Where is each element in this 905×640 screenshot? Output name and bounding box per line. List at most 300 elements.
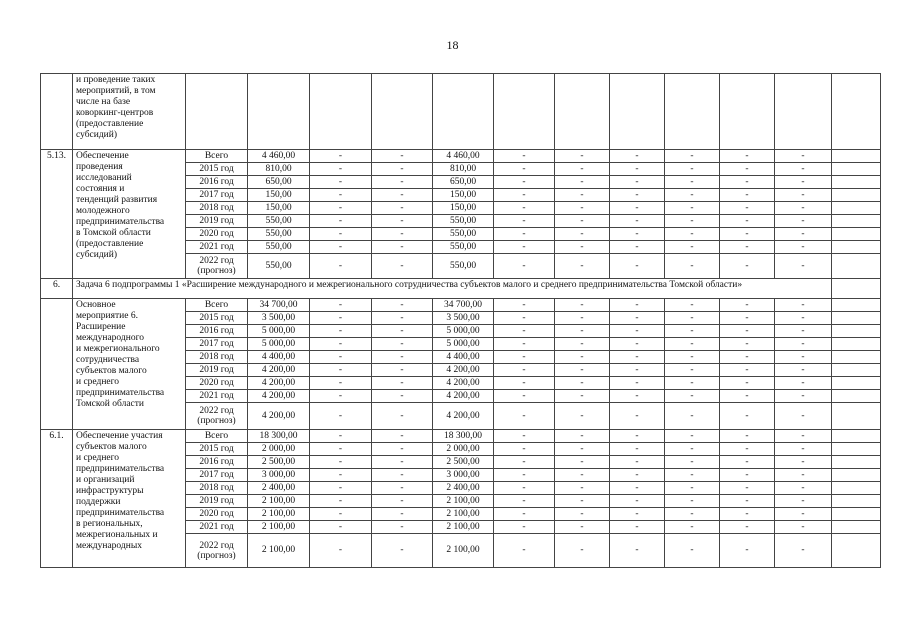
- dash-cell: -: [610, 254, 665, 279]
- regional-budget-cell: 5 000,00: [433, 325, 494, 338]
- dash-cell: -: [310, 338, 372, 351]
- dash-cell: -: [494, 299, 555, 312]
- regional-budget-cell: 3 500,00: [433, 312, 494, 325]
- dash-cell: -: [720, 241, 775, 254]
- empty-cell: [832, 351, 881, 364]
- period-cell: 2017 год: [186, 338, 248, 351]
- empty-cell: [372, 74, 433, 150]
- name-line: проведения: [76, 162, 123, 172]
- table-row: [41, 74, 881, 150]
- dash-cell: -: [775, 189, 832, 202]
- total-cell: 3 000,00: [248, 469, 310, 482]
- empty-cell: [832, 403, 881, 430]
- dash-cell: -: [775, 325, 832, 338]
- dash-cell: -: [310, 430, 372, 443]
- dash-cell: -: [665, 176, 720, 189]
- dash-cell: -: [775, 482, 832, 495]
- dash-cell: -: [610, 482, 665, 495]
- period-cell: 2019 год: [186, 364, 248, 377]
- empty-cell: [832, 325, 881, 338]
- row-number: 6.1.: [41, 430, 73, 568]
- name-line: мероприятий, в том: [76, 86, 156, 96]
- period-cell: 2017 год: [186, 469, 248, 482]
- name-line: и межрегионального: [76, 344, 160, 354]
- name-line: в региональных,: [76, 519, 143, 529]
- name-line: исследований: [76, 173, 132, 183]
- name-line: сотрудничества: [76, 355, 140, 365]
- dash-cell: -: [720, 299, 775, 312]
- regional-budget-cell: 810,00: [433, 163, 494, 176]
- dash-cell: -: [665, 228, 720, 241]
- dash-cell: -: [775, 469, 832, 482]
- period-cell: [186, 403, 248, 430]
- period-cell: [186, 534, 248, 568]
- dash-cell: -: [555, 482, 610, 495]
- dash-cell: -: [555, 456, 610, 469]
- empty-cell: [832, 508, 881, 521]
- dash-cell: -: [494, 495, 555, 508]
- dash-cell: -: [494, 176, 555, 189]
- dash-cell: -: [372, 241, 433, 254]
- dash-cell: -: [555, 241, 610, 254]
- empty-cell: [832, 241, 881, 254]
- total-cell: 550,00: [248, 215, 310, 228]
- dash-cell: -: [610, 508, 665, 521]
- empty-cell: [832, 163, 881, 176]
- dash-cell: -: [610, 299, 665, 312]
- dash-cell: -: [310, 299, 372, 312]
- dash-cell: -: [372, 299, 433, 312]
- name-line: предпринимательства: [76, 508, 165, 518]
- name-line: тенденций развития: [76, 195, 158, 205]
- dash-cell: -: [775, 430, 832, 443]
- dash-cell: -: [372, 469, 433, 482]
- total-cell: 18 300,00: [248, 430, 310, 443]
- period-cell: 2018 год: [186, 202, 248, 215]
- regional-budget-cell: 4 400,00: [433, 351, 494, 364]
- regional-budget-cell: 5 000,00: [433, 338, 494, 351]
- dash-cell: -: [665, 508, 720, 521]
- dash-cell: -: [720, 150, 775, 163]
- total-cell: 4 200,00: [248, 377, 310, 390]
- dash-cell: -: [494, 508, 555, 521]
- total-cell: 4 200,00: [248, 364, 310, 377]
- dash-cell: -: [310, 189, 372, 202]
- dash-cell: -: [494, 521, 555, 534]
- dash-cell: -: [720, 189, 775, 202]
- dash-cell: -: [775, 534, 832, 568]
- empty-cell: [665, 74, 720, 150]
- dash-cell: -: [494, 377, 555, 390]
- dash-cell: -: [610, 390, 665, 403]
- dash-cell: -: [310, 495, 372, 508]
- dash-cell: -: [665, 364, 720, 377]
- dash-cell: -: [310, 312, 372, 325]
- dash-cell: -: [372, 390, 433, 403]
- dash-cell: -: [720, 482, 775, 495]
- dash-cell: -: [372, 176, 433, 189]
- dash-cell: -: [720, 312, 775, 325]
- dash-cell: -: [494, 241, 555, 254]
- dash-cell: -: [665, 189, 720, 202]
- dash-cell: -: [372, 215, 433, 228]
- dash-cell: -: [720, 469, 775, 482]
- dash-cell: -: [494, 456, 555, 469]
- regional-budget-cell: 2 100,00: [433, 508, 494, 521]
- dash-cell: -: [665, 456, 720, 469]
- name-line: Расширение: [76, 322, 126, 332]
- dash-cell: -: [775, 521, 832, 534]
- dash-cell: -: [310, 163, 372, 176]
- dash-cell: -: [494, 215, 555, 228]
- regional-budget-cell: 550,00: [433, 215, 494, 228]
- total-cell: 150,00: [248, 202, 310, 215]
- regional-budget-cell: 2 100,00: [433, 534, 494, 568]
- period-cell: [186, 254, 248, 279]
- dash-cell: -: [310, 176, 372, 189]
- period-cell: 2016 год: [186, 325, 248, 338]
- empty-cell: [832, 74, 881, 150]
- dash-cell: -: [555, 377, 610, 390]
- dash-cell: -: [555, 364, 610, 377]
- period-cell: 2016 год: [186, 456, 248, 469]
- period-year: 2022 год: [199, 406, 234, 416]
- name-line: Обеспечение: [76, 151, 129, 161]
- empty-cell: [832, 521, 881, 534]
- total-cell: 34 700,00: [248, 299, 310, 312]
- dash-cell: -: [310, 403, 372, 430]
- dash-cell: -: [555, 202, 610, 215]
- dash-cell: -: [775, 299, 832, 312]
- name-line: Основное: [76, 300, 116, 310]
- empty-cell: [433, 74, 494, 150]
- dash-cell: -: [494, 403, 555, 430]
- empty-cell: [186, 74, 248, 150]
- dash-cell: -: [665, 215, 720, 228]
- dash-cell: -: [720, 338, 775, 351]
- dash-cell: -: [310, 215, 372, 228]
- empty-cell: [832, 189, 881, 202]
- budget-table: [40, 73, 881, 568]
- empty-cell: [832, 443, 881, 456]
- dash-cell: -: [372, 325, 433, 338]
- empty-cell: [832, 430, 881, 443]
- dash-cell: -: [494, 534, 555, 568]
- total-cell: 2 500,00: [248, 456, 310, 469]
- name-line: субъектов малого: [76, 442, 147, 452]
- name-line: предпринимательства: [76, 464, 165, 474]
- period-cell: 2017 год: [186, 189, 248, 202]
- total-cell: 5 000,00: [248, 338, 310, 351]
- empty-cell: [832, 176, 881, 189]
- dash-cell: -: [775, 215, 832, 228]
- dash-cell: -: [555, 534, 610, 568]
- period-cell: 2019 год: [186, 215, 248, 228]
- dash-cell: -: [665, 325, 720, 338]
- dash-cell: -: [494, 390, 555, 403]
- dash-cell: -: [610, 163, 665, 176]
- dash-cell: -: [775, 390, 832, 403]
- measure-name: [73, 299, 186, 430]
- regional-budget-cell: 4 200,00: [433, 377, 494, 390]
- name-line: субъектов малого: [76, 366, 147, 376]
- period-cell: 2016 год: [186, 176, 248, 189]
- name-line: (предоставление: [76, 239, 144, 249]
- row-number: [41, 74, 73, 150]
- empty-cell: [775, 74, 832, 150]
- dash-cell: -: [310, 202, 372, 215]
- regional-budget-cell: 550,00: [433, 254, 494, 279]
- dash-cell: -: [555, 521, 610, 534]
- regional-budget-cell: 650,00: [433, 176, 494, 189]
- total-cell: 150,00: [248, 189, 310, 202]
- dash-cell: -: [310, 443, 372, 456]
- dash-cell: -: [310, 508, 372, 521]
- dash-cell: -: [494, 202, 555, 215]
- empty-cell: [720, 74, 775, 150]
- period-year: 2022 год: [199, 540, 234, 551]
- dash-cell: -: [720, 364, 775, 377]
- total-cell: 3 500,00: [248, 312, 310, 325]
- dash-cell: -: [494, 430, 555, 443]
- dash-cell: -: [665, 312, 720, 325]
- dash-cell: -: [310, 241, 372, 254]
- regional-budget-cell: 2 500,00: [433, 456, 494, 469]
- dash-cell: -: [610, 364, 665, 377]
- dash-cell: -: [775, 176, 832, 189]
- period-note: (прогноз): [197, 416, 236, 426]
- name-line: и организаций: [76, 475, 135, 485]
- dash-cell: -: [775, 351, 832, 364]
- dash-cell: -: [665, 150, 720, 163]
- dash-cell: -: [665, 377, 720, 390]
- total-cell: 4 200,00: [248, 403, 310, 430]
- dash-cell: -: [665, 534, 720, 568]
- dash-cell: -: [775, 228, 832, 241]
- dash-cell: -: [610, 325, 665, 338]
- regional-budget-cell: 4 200,00: [433, 364, 494, 377]
- dash-cell: -: [372, 163, 433, 176]
- total-cell: 550,00: [248, 228, 310, 241]
- dash-cell: -: [372, 312, 433, 325]
- period-note: (прогноз): [197, 266, 236, 276]
- dash-cell: -: [610, 495, 665, 508]
- dash-cell: -: [775, 150, 832, 163]
- dash-cell: -: [372, 338, 433, 351]
- empty-cell: [832, 534, 881, 568]
- dash-cell: -: [720, 456, 775, 469]
- dash-cell: -: [372, 364, 433, 377]
- dash-cell: -: [494, 163, 555, 176]
- dash-cell: -: [610, 430, 665, 443]
- row-number: [41, 299, 73, 430]
- dash-cell: -: [775, 508, 832, 521]
- dash-cell: -: [372, 403, 433, 430]
- dash-cell: -: [555, 390, 610, 403]
- page-number: 18: [446, 38, 459, 52]
- measure-name: [73, 430, 186, 568]
- period-cell: 2015 год: [186, 443, 248, 456]
- dash-cell: -: [665, 482, 720, 495]
- dash-cell: -: [555, 299, 610, 312]
- dash-cell: -: [372, 351, 433, 364]
- dash-cell: -: [555, 150, 610, 163]
- dash-cell: -: [310, 482, 372, 495]
- period-cell: 2021 год: [186, 390, 248, 403]
- dash-cell: -: [310, 150, 372, 163]
- dash-cell: -: [494, 338, 555, 351]
- dash-cell: -: [494, 364, 555, 377]
- dash-cell: -: [610, 338, 665, 351]
- dash-cell: -: [610, 456, 665, 469]
- row-number: 6.: [41, 279, 73, 299]
- dash-cell: -: [665, 443, 720, 456]
- dash-cell: -: [610, 534, 665, 568]
- dash-cell: -: [720, 534, 775, 568]
- empty-cell: [832, 390, 881, 403]
- dash-cell: -: [494, 443, 555, 456]
- dash-cell: -: [610, 351, 665, 364]
- dash-cell: -: [720, 176, 775, 189]
- dash-cell: -: [310, 521, 372, 534]
- dash-cell: -: [494, 228, 555, 241]
- dash-cell: -: [555, 228, 610, 241]
- dash-cell: -: [555, 325, 610, 338]
- regional-budget-cell: 2 100,00: [433, 495, 494, 508]
- dash-cell: -: [665, 521, 720, 534]
- name-line: в Томской области: [76, 228, 151, 238]
- dash-cell: -: [775, 163, 832, 176]
- measure-name: [73, 74, 186, 150]
- dash-cell: -: [494, 254, 555, 279]
- dash-cell: -: [775, 312, 832, 325]
- regional-budget-cell: 150,00: [433, 202, 494, 215]
- dash-cell: -: [775, 443, 832, 456]
- dash-cell: -: [720, 351, 775, 364]
- dash-cell: -: [610, 150, 665, 163]
- name-line: состояния и: [76, 184, 125, 194]
- dash-cell: -: [720, 521, 775, 534]
- dash-cell: -: [555, 176, 610, 189]
- dash-cell: -: [310, 325, 372, 338]
- name-line: предпринимательства: [76, 217, 165, 227]
- total-cell: 650,00: [248, 176, 310, 189]
- dash-cell: -: [775, 456, 832, 469]
- dash-cell: -: [494, 325, 555, 338]
- dash-cell: -: [555, 351, 610, 364]
- dash-cell: -: [610, 202, 665, 215]
- name-line: и проведение таких: [76, 75, 156, 85]
- name-line: и среднего: [76, 377, 120, 387]
- dash-cell: -: [775, 403, 832, 430]
- dash-cell: -: [665, 254, 720, 279]
- total-cell: 810,00: [248, 163, 310, 176]
- period-cell: Всего: [186, 150, 248, 163]
- name-line: международных: [76, 541, 142, 551]
- total-cell: 2 400,00: [248, 482, 310, 495]
- name-line: поддержки: [76, 497, 121, 507]
- task-title: Задача 6 подпрограммы 1 «Расширение международного и межрегионального сотрудничества субъектов малого и среднего предпринимательства Томской области»: [73, 279, 832, 299]
- dash-cell: -: [720, 215, 775, 228]
- dash-cell: -: [610, 443, 665, 456]
- dash-cell: -: [372, 202, 433, 215]
- dash-cell: -: [555, 403, 610, 430]
- dash-cell: -: [372, 150, 433, 163]
- dash-cell: -: [310, 228, 372, 241]
- dash-cell: -: [720, 495, 775, 508]
- empty-cell: [832, 338, 881, 351]
- dash-cell: -: [720, 254, 775, 279]
- dash-cell: -: [494, 351, 555, 364]
- regional-budget-cell: 2 100,00: [433, 521, 494, 534]
- dash-cell: -: [665, 163, 720, 176]
- period-cell: 2018 год: [186, 482, 248, 495]
- period-note: (прогноз): [197, 550, 236, 561]
- empty-cell: [832, 279, 881, 299]
- period-year: 2022 год: [199, 256, 234, 266]
- name-line: молодежного: [76, 206, 130, 216]
- dash-cell: -: [310, 364, 372, 377]
- dash-cell: -: [665, 390, 720, 403]
- dash-cell: -: [555, 508, 610, 521]
- name-line: Томской области: [76, 399, 144, 409]
- dash-cell: -: [372, 495, 433, 508]
- name-line: межрегиональных и: [76, 530, 158, 540]
- dash-cell: -: [610, 469, 665, 482]
- regional-budget-cell: 2 400,00: [433, 482, 494, 495]
- dash-cell: -: [372, 456, 433, 469]
- dash-cell: -: [610, 176, 665, 189]
- total-cell: 550,00: [248, 241, 310, 254]
- name-line: субсидий): [76, 250, 118, 260]
- dash-cell: -: [372, 254, 433, 279]
- regional-budget-cell: 4 460,00: [433, 150, 494, 163]
- dash-cell: -: [372, 482, 433, 495]
- empty-cell: [832, 377, 881, 390]
- regional-budget-cell: 18 300,00: [433, 430, 494, 443]
- total-cell: 550,00: [248, 254, 310, 279]
- dash-cell: -: [494, 312, 555, 325]
- period-cell: 2021 год: [186, 241, 248, 254]
- dash-cell: -: [372, 534, 433, 568]
- period-cell: 2015 год: [186, 312, 248, 325]
- dash-cell: -: [310, 469, 372, 482]
- dash-cell: -: [372, 377, 433, 390]
- period-cell: 2020 год: [186, 228, 248, 241]
- dash-cell: -: [665, 299, 720, 312]
- period-cell: Всего: [186, 430, 248, 443]
- dash-cell: -: [665, 495, 720, 508]
- table-row: [41, 150, 881, 163]
- measure-name: [73, 150, 186, 279]
- dash-cell: -: [775, 241, 832, 254]
- dash-cell: -: [665, 338, 720, 351]
- dash-cell: -: [610, 521, 665, 534]
- regional-budget-cell: 4 200,00: [433, 403, 494, 430]
- empty-cell: [832, 202, 881, 215]
- dash-cell: -: [310, 254, 372, 279]
- dash-cell: -: [610, 241, 665, 254]
- empty-cell: [832, 364, 881, 377]
- dash-cell: -: [720, 430, 775, 443]
- period-cell: 2020 год: [186, 377, 248, 390]
- total-cell: 4 460,00: [248, 150, 310, 163]
- dash-cell: -: [555, 430, 610, 443]
- dash-cell: -: [494, 189, 555, 202]
- dash-cell: -: [310, 351, 372, 364]
- name-line: предпринимательства: [76, 388, 165, 398]
- dash-cell: -: [775, 338, 832, 351]
